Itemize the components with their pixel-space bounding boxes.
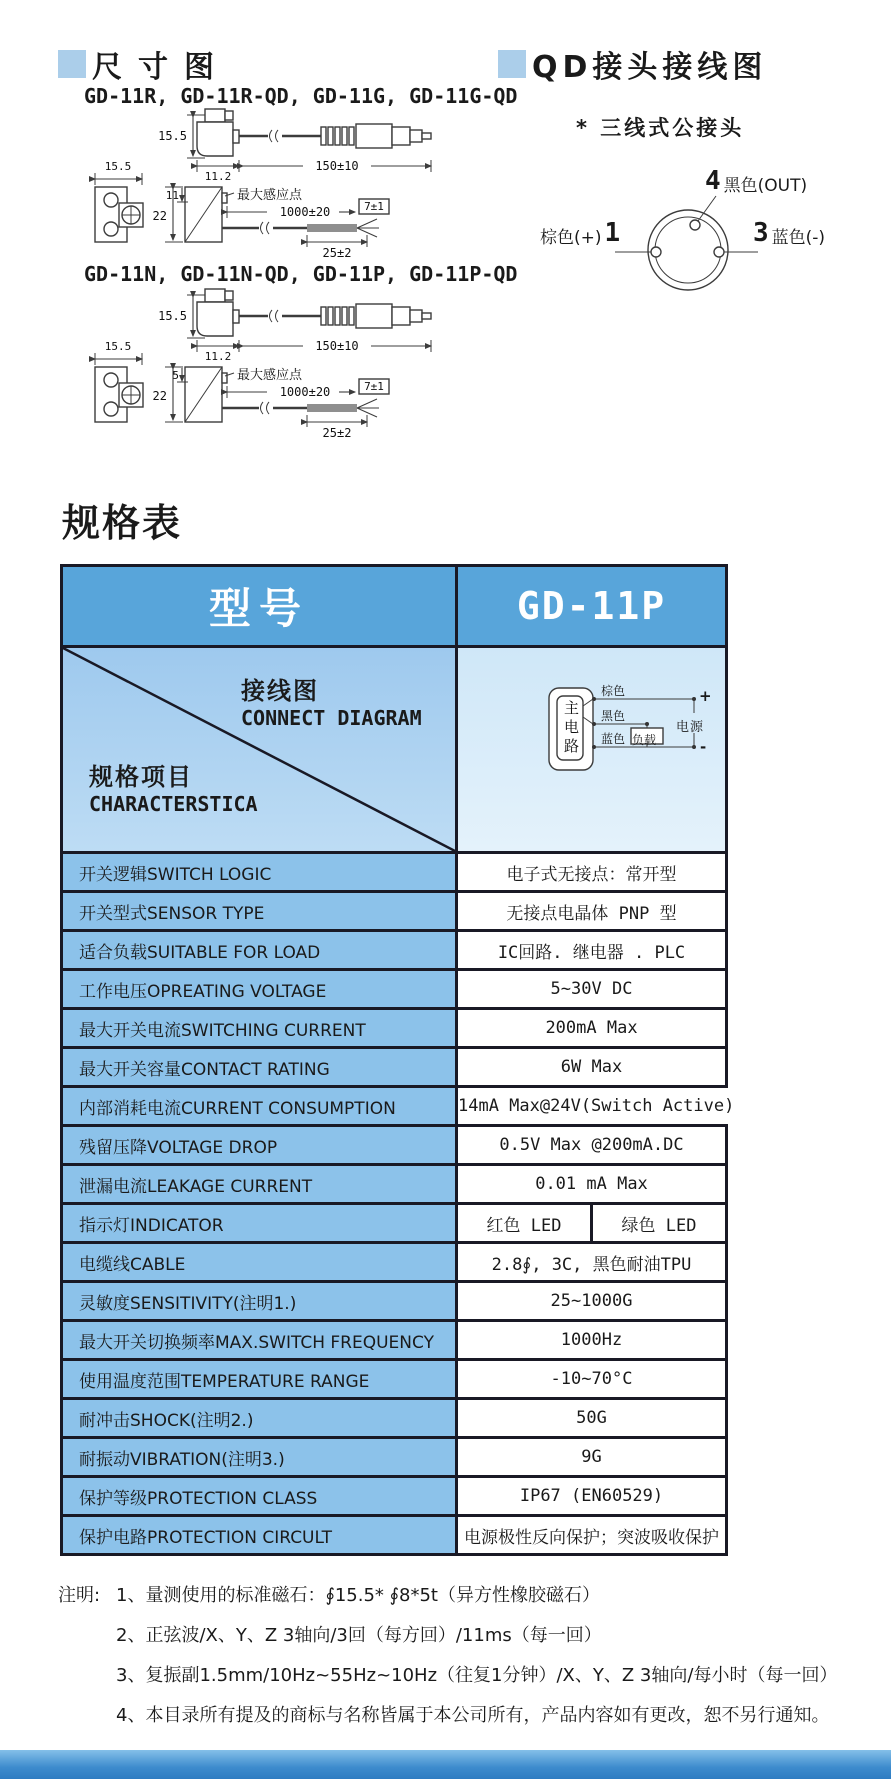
spec-row-label: 指示灯INDICATOR (63, 1205, 458, 1241)
dim-label: 7±1 (364, 200, 384, 213)
spec-row-label: 保护等级PROTECTION CLASS (63, 1478, 458, 1514)
connect-diagram-cell (458, 648, 725, 851)
spec-row-values (458, 1361, 725, 1397)
spec-row-values (458, 1049, 725, 1085)
footer-bar (0, 1750, 891, 1779)
spec-row-values (458, 1517, 725, 1553)
spec-row-label: 灵敏度SENSITIVITY(注明1.) (63, 1283, 458, 1319)
power-label: 电源 (676, 720, 705, 735)
note-line (116, 1656, 868, 1696)
spec-row-value: IC回路. 继电器 . PLC (458, 932, 725, 968)
pin3-number: 3 (753, 218, 769, 248)
spec-row-value: 0.5V Max @200mA.DC (458, 1127, 725, 1163)
sense-point-label: 最大感应点 (237, 188, 303, 203)
spec-row-value: 9G (458, 1439, 725, 1475)
spec-row-value: -10~70°C (458, 1361, 725, 1397)
spec-row-value: 电子式无接点：常开型 (458, 854, 725, 890)
wire-brown-label: 棕色 (601, 684, 626, 698)
spec-row (63, 1517, 725, 1553)
minus-sign: - (700, 738, 707, 756)
dim-label: 15.5 (104, 160, 132, 173)
note-text: 1、量测使用的标准磁石：∮15.5* ∮8*5t（异方性橡胶磁石） (116, 1585, 600, 1606)
spec-row-label: 最大开关切换频率MAX.SWITCH FREQUENCY (63, 1322, 458, 1358)
spec-row (63, 971, 725, 1010)
wire-black-label: 黑色 (601, 709, 626, 723)
notes-prefix: 注明: (58, 1585, 101, 1606)
section-title-text: QD接头接线图 (532, 50, 768, 85)
spec-row-label: 残留压降VOLTAGE DROP (63, 1127, 458, 1163)
dim-label: 22 (152, 209, 167, 223)
pin1-number: 1 (604, 218, 621, 248)
spec-row (63, 1400, 725, 1439)
spec-row-label: 内部消耗电流CURRENT CONSUMPTION (63, 1088, 458, 1124)
spec-row-label: 开关型式SENSOR TYPE (63, 893, 458, 929)
spec-row-values (458, 1400, 725, 1436)
spec-row-label: 使用温度范围TEMPERATURE RANGE (63, 1361, 458, 1397)
dimension-section-title (58, 42, 230, 86)
notes-lines (58, 1576, 868, 1736)
dim-label: 15.5 (158, 129, 187, 143)
spec-row-values (458, 1283, 725, 1319)
spec-row-value: 电源极性反向保护；突波吸收保护 (458, 1517, 725, 1553)
spec-row-label: 电缆线CABLE (63, 1244, 458, 1280)
sense-point-label: 最大感应点 (237, 368, 303, 383)
spec-row-values (458, 1244, 725, 1280)
spec-row-label: 保护电路PROTECTION CIRCULT (63, 1517, 458, 1553)
spec-row (63, 893, 725, 932)
spec-row-value: 5~30V DC (458, 971, 725, 1007)
main-circuit-label: 主电路 (562, 700, 580, 757)
spec-row-label: 耐振动VIBRATION(注明3.) (63, 1439, 458, 1475)
spec-table (60, 564, 735, 1556)
spec-row (63, 1205, 725, 1244)
dim-label: 1000±20 (279, 385, 331, 399)
spec-row-value: 红色 LED (458, 1205, 590, 1241)
spec-table-title: 规格表 (62, 501, 183, 545)
model-value-header: GD-11P (516, 584, 667, 628)
spec-row (63, 1010, 725, 1049)
dim-label: 25±2 (322, 426, 352, 440)
wiring-circuit-diagram (548, 684, 718, 784)
spec-row (63, 932, 725, 971)
spec-row (63, 1088, 735, 1127)
spec-row-values (458, 1322, 725, 1358)
spec-row (63, 1283, 725, 1322)
spec-row-value: 50G (458, 1400, 725, 1436)
spec-row-label: 适合负载SUITABLE FOR LOAD (63, 932, 458, 968)
spec-row-label: 工作电压OPREATING VOLTAGE (63, 971, 458, 1007)
section-bullet-icon (58, 50, 86, 78)
pin4-label (702, 166, 808, 200)
dim-label: 150±10 (315, 339, 359, 353)
note-line (58, 1576, 868, 1616)
pin3-label (750, 218, 826, 252)
matrix-row (63, 648, 725, 854)
spec-row (63, 1322, 725, 1361)
spec-row-values (458, 1439, 725, 1475)
spec-table-header (63, 567, 725, 648)
spec-row-label: 最大开关电流SWITCHING CURRENT (63, 1010, 458, 1046)
spec-row (63, 1049, 725, 1088)
model-list-2: GD-11N, GD-11N-QD, GD-11P, GD-11P-QD (84, 262, 518, 286)
matrix-header-cell (63, 648, 458, 851)
spec-row (63, 1127, 725, 1166)
spec-row-value: 1000Hz (458, 1322, 725, 1358)
dim-label: 15.5 (158, 309, 187, 323)
pin3-color: 蓝色(-) (771, 228, 826, 248)
pin1-label (540, 218, 623, 252)
model-column-header: 型号 (63, 567, 458, 645)
spec-row-values (458, 1478, 725, 1514)
note-text: 4、本目录所有提及的商标与名称皆属于本公司所有，产品内容如有更改，恕不另行通知。 (116, 1705, 830, 1726)
spec-row-value: 6W Max (458, 1049, 725, 1085)
plus-sign: + (699, 687, 712, 705)
connect-diagram-label: 接线图 CONNECT DIAGRAM (241, 677, 422, 730)
spec-row (63, 854, 725, 893)
note-text: 2、正弦波/X、Y、Z 3轴向/3回（每方回）/11ms（每一回） (116, 1625, 602, 1646)
dim-label: 11.2 (204, 170, 232, 183)
section-title-text: 尺寸图 (92, 50, 230, 85)
dim-label: 5 (172, 369, 179, 382)
dim-label: 150±10 (315, 159, 359, 173)
spec-row-values (458, 932, 725, 968)
spec-row (63, 1439, 725, 1478)
dim-label: 11 (165, 189, 179, 202)
spec-row-values (458, 971, 725, 1007)
model-list-1: GD-11R, GD-11R-QD, GD-11G, GD-11G-QD (84, 84, 518, 108)
spec-row-values (458, 854, 725, 890)
load-label: 负载 (632, 733, 657, 747)
characteristic-label: 规格项目 CHARACTERSTICA (89, 763, 258, 816)
pin4-color: 黑色(OUT) (723, 176, 808, 196)
dim-label: 7±1 (364, 380, 384, 393)
wire-blue-label: 蓝色 (601, 732, 626, 746)
spec-row-values (458, 1127, 725, 1163)
notes (58, 1576, 868, 1736)
qd-section-title (498, 42, 767, 86)
dimension-drawing-2 (55, 284, 475, 452)
spec-row-value: IP67 (EN60529) (458, 1478, 725, 1514)
spec-row-value: 14mA Max@24V(Switch Active) (458, 1088, 734, 1124)
pin1-color: 棕色(+) (540, 228, 602, 248)
spec-row (63, 1166, 725, 1205)
dim-label: 22 (152, 389, 167, 403)
note-text: 3、复振副1.5mm/10Hz~55Hz~10Hz（往复1分钟）/X、Y、Z 3轴向/每小时（每一回） (116, 1665, 838, 1686)
dim-label: 1000±20 (279, 205, 331, 219)
spec-row-label: 泄漏电流LEAKAGE CURRENT (63, 1166, 458, 1202)
spec-row-values (458, 1166, 725, 1202)
spec-row (63, 1478, 725, 1517)
spec-row-value: 200mA Max (458, 1010, 725, 1046)
pin4-number: 4 (705, 166, 721, 196)
note-line (116, 1696, 868, 1736)
spec-row-label: 开关逻辑SWITCH LOGIC (63, 854, 458, 890)
spec-row-label: 耐冲击SHOCK(注明2.) (63, 1400, 458, 1436)
spec-row-value: 绿色 LED (590, 1205, 725, 1241)
spec-row (63, 1361, 725, 1400)
spec-row-value: 2.8∮, 3C, 黑色耐油TPU (458, 1244, 725, 1280)
dim-label: 25±2 (322, 246, 352, 260)
spec-rows (63, 854, 735, 1553)
dim-label: 15.5 (104, 340, 132, 353)
spec-row-value: 25~1000G (458, 1283, 725, 1319)
dim-label: 11.2 (204, 350, 232, 363)
spec-row-values (458, 1088, 734, 1124)
note-line (116, 1616, 868, 1656)
spec-row-label: 最大开关容量CONTACT RATING (63, 1049, 458, 1085)
spec-row-values (458, 1010, 725, 1046)
spec-row-value: 无接点电晶体 PNP 型 (458, 893, 725, 929)
section-bullet-icon (498, 50, 526, 78)
spec-row-values (458, 1205, 725, 1241)
spec-row (63, 1244, 725, 1283)
qd-subtitle: * 三线式公接头 (576, 116, 745, 140)
spec-row-values (458, 893, 725, 929)
dimension-drawing-1 (55, 104, 475, 272)
spec-row-value: 0.01 mA Max (458, 1166, 725, 1202)
